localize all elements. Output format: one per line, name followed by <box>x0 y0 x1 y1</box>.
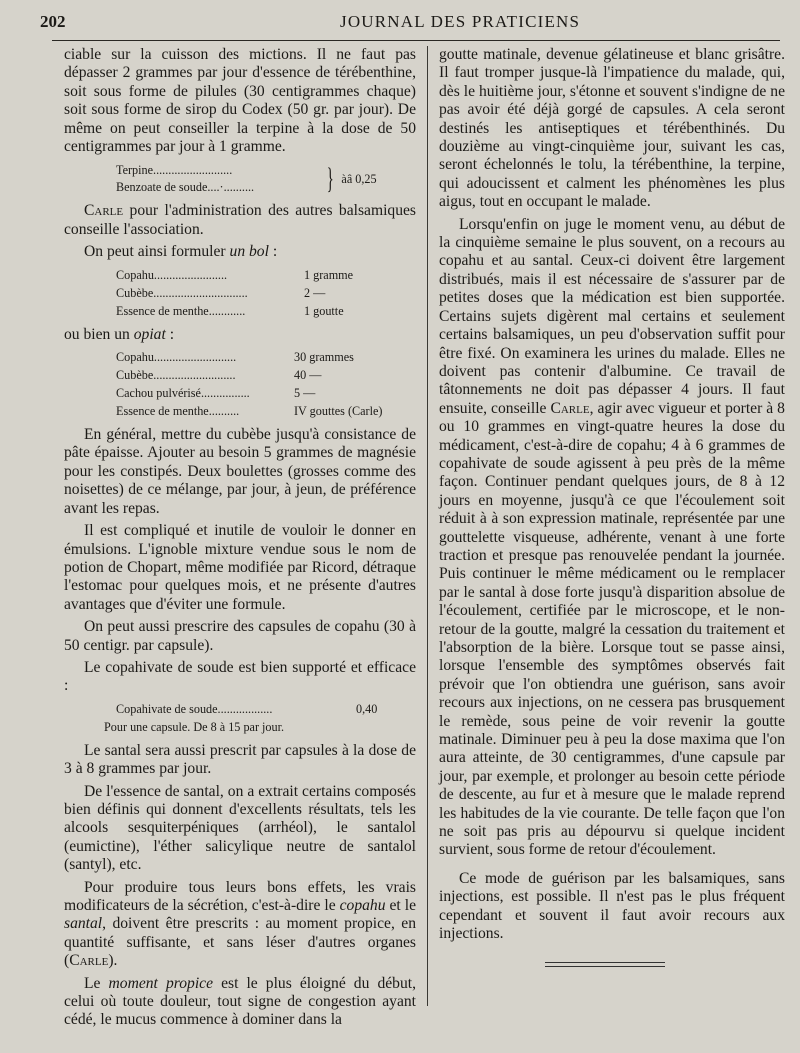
text: , doivent être prescrits : au moment propice, en quantité suffisante, et sans léser d'autres organes ( <box>64 915 416 970</box>
quantity: 30 grammes <box>294 350 354 365</box>
quantity: 1 gramme <box>304 267 354 282</box>
paragraph: Le copahivate de soude est bien supporté et efficace : <box>64 658 416 695</box>
column-divider <box>427 46 428 1006</box>
right-column <box>439 46 785 948</box>
text: : <box>165 325 175 343</box>
recipe-item: Benzoate de soude....·.......... <box>116 180 255 195</box>
dose-note: Pour une capsule. De 8 à 15 par jour. <box>104 719 285 734</box>
quantity: IV gouttes (Carle) <box>294 404 383 419</box>
author-name: Carle <box>84 202 124 220</box>
paragraph: Ce mode de guérison par les balsamiques, sans injections, est possible. Il n'est pas le plus fréquent cependant et souvent il faut avoir recours aux injections. <box>439 869 785 943</box>
paragraph: goutte matinale, devenue gélatineuse et blanc grisâtre. Il faut tromper jusque-là l'impatience du malade, qui, dès le huitième jour, s'étonne et souvent s'indigne de ne pas avoir été déjà gorgé de capsules. A cela seront destinés les antiseptiques et térébenthinés. Du douzième au vingt-cinquième jour, suivant les cas, seront échelonnés le tolu, la térébenthine, la terpine, qui adoucissent et calment les phénomènes les plus aigus, tout en occupant le malade. <box>439 46 785 211</box>
ingredient: Copahu <box>116 350 154 365</box>
text: : <box>268 243 278 261</box>
paragraph <box>64 326 416 344</box>
left-column <box>64 46 416 1034</box>
paragraph <box>64 975 416 1030</box>
running-title: JOURNAL DES PRATICIENS <box>340 12 581 31</box>
paragraph <box>439 216 785 860</box>
paragraph: Le santal sera aussi prescrit par capsules à la dose de 3 à 8 grammes par jour. <box>64 741 416 778</box>
recipe-item: Terpine.......................... <box>116 163 233 178</box>
paragraph: En général, mettre du cubèbe jusqu'à consistance de pâte épaisse. Ajouter au besoin 5 grammes de magnésie pour les constipés. Deux boulettes (grosses comme des noisettes) de ce mélange, par jour, à jeun, de préférence avant les repas. <box>64 426 416 517</box>
ingredient: Copahivate de soude <box>116 701 218 716</box>
text: ). <box>108 952 118 970</box>
text: Le <box>84 974 109 992</box>
leader-dots: ............................... <box>153 285 248 300</box>
ingredient: Cubèbe <box>116 285 154 300</box>
quantity: 40 — <box>294 368 322 383</box>
recipe-row <box>116 284 366 302</box>
recipe-row <box>116 402 416 420</box>
page-header <box>40 12 782 40</box>
recipe-bol <box>64 266 416 320</box>
paragraph <box>64 243 416 261</box>
ingredient: Cachou pulvérisé <box>116 386 201 401</box>
recipe-row <box>116 266 366 284</box>
leader-dots: ........................ <box>153 267 228 282</box>
ingredient: Essence de menthe <box>116 404 209 419</box>
author-name: Carle <box>550 399 590 417</box>
quantity: 1 goutte <box>304 303 344 318</box>
text: Pour produire tous leurs bons effets, les vrais modificateurs de la sécrétion, c'est-à-dire le <box>64 878 416 914</box>
ingredient: Cubèbe <box>116 368 154 383</box>
paragraph: ciable sur la cuisson des mictions. Il ne faut pas dépasser 2 grammes par jour d'essence de térébenthine, soit sous forme de pilules (30 centigrammes chaque) soit sous forme de sirop du Codex (50 gr. par jour). De même on peut conseiller la terpine à la dose de 50 centigrammes par jour à 1 gramme. <box>64 46 416 156</box>
recipe-row <box>116 700 406 718</box>
paragraph <box>64 879 416 971</box>
recipe-row <box>116 302 366 320</box>
text: On peut ainsi formuler <box>84 243 230 261</box>
italic-text: un bol <box>229 243 269 261</box>
recipe-row <box>116 384 416 402</box>
text: Lorsqu'enfin on juge le moment venu, au début de la cinquième semaine le plus souvent, on a recours au copahu et au santal. Ceux-ci doivent être largement distribués, mais il est nécessaire de s'assurer par de petites doses que la médication est bien supportée. Certains sujets digèrent mal certains et seulement certains balsamiques, un peu d'observation suffit pour être fixé. On examinera les urines du malade. Elles ne doivent pas contenir d'albumine. Ce travail de tâtonnements ne doit pas dépasser 4 jours. Il faut ensuite, conseille <box>439 215 785 417</box>
ingredient: Essence de menthe <box>116 303 209 318</box>
leader-dots: ................ <box>200 386 250 401</box>
leader-dots: ............ <box>208 303 246 318</box>
leader-dots: .......... <box>208 404 240 419</box>
leader-dots: ........................... <box>153 368 236 383</box>
paragraph: On peut aussi prescrire des capsules de copahu (30 à 50 centigr. par capsule). <box>64 618 416 654</box>
page-number: 202 <box>40 12 66 31</box>
header-rule <box>52 40 780 41</box>
quantity: 5 — <box>294 386 316 401</box>
quantity: 2 — <box>304 285 326 300</box>
text: , agir avec vigueur et porter à 8 ou 10 grammes en vingt-quatre heures la dose du médicament, c'est-à-dire de copahu; 4 à 6 grammes de copahivate de soude agissent à peu près de la même façon. Continuer pendant quelques jours, de 8 à 12 jours en moyenne, jusqu'à ce que l'écoulement soit réduit à à son expression matinale, représentée par une gouttelette visqueuse, adhérente, venant à une forte traction et presque pas renouvelée pendant la journée. Puis continuer le même médicament ou le remplacer par le santal à dose forte jusqu'à disparition absolue de l'écoulement, certifiée par le microscope, et le non-retour de la goutte, malgré la cessation du traitement et l'absorption de la bière. Lorsque tout se passe ainsi, lorsque l'ensemble des symptômes observés fait prévoir que l'on obtiendra une guérison, sans avoir recours aux injections, on ne cessera pas brusquement le remède, sous peine de voir revenir la goutte matinale. Diminuer peu à peu la dose maxima que l'on aura atteinte, de 30 centigrammes, d'une capsule par jour, par exemple, et prolonger au besoin cette période de descente, au fur et à mesure que le malade reprend les habitudes de la vie courante. De telle façon que l'on ne soit pas pris au dépourvu si quelque incident survient, sous forme de retour d'écoulement. <box>439 399 785 859</box>
paragraph <box>64 202 416 239</box>
text: pour l'administration des autres balsamiques conseille l'association. <box>64 202 416 238</box>
italic-text: moment propice <box>108 974 214 992</box>
ingredient: Copahu <box>116 267 154 282</box>
author-name: Carle <box>69 952 109 970</box>
leader-dots: .................. <box>217 701 273 716</box>
recipe-opiat <box>64 348 416 420</box>
italic-text: copahu <box>339 897 386 914</box>
paragraph: De l'essence de santal, on a extrait certains composés bien définis qui donnent d'excellents résultats, tels les alcools sesquiterpéniques (arrhéol), le santalol (eumictine), l'éther salicylique neutre de santalol (santyl), etc. <box>64 782 416 874</box>
recipe-terpine <box>64 162 416 196</box>
recipe-capsule <box>64 700 416 736</box>
leader-dots: ........................... <box>153 350 237 365</box>
recipe-dose: àâ 0,25 <box>341 171 377 186</box>
text: et le <box>385 897 416 914</box>
end-ornament <box>545 962 665 970</box>
text: ou bien un <box>64 325 134 343</box>
italic-text: santal <box>64 915 103 933</box>
text: est le plus éloigné du début, celui où toute douleur, tout signe de congestion ayant cédé, le mucus commence à dominer dans la <box>64 974 416 1029</box>
italic-text: opiat <box>133 325 166 343</box>
quantity: 0,40 <box>356 701 378 716</box>
paragraph: Il est compliqué et inutile de vouloir le donner en émulsions. L'ignoble mixture vendue sous le nom de potion de Chopart, même modifiée par Ricord, détraque l'estomac pour quelques mois, et ne présente d'autres avantages que d'éviter une formule. <box>64 522 416 613</box>
recipe-row <box>116 366 416 384</box>
recipe-row <box>116 348 416 366</box>
brace: } <box>326 162 334 196</box>
